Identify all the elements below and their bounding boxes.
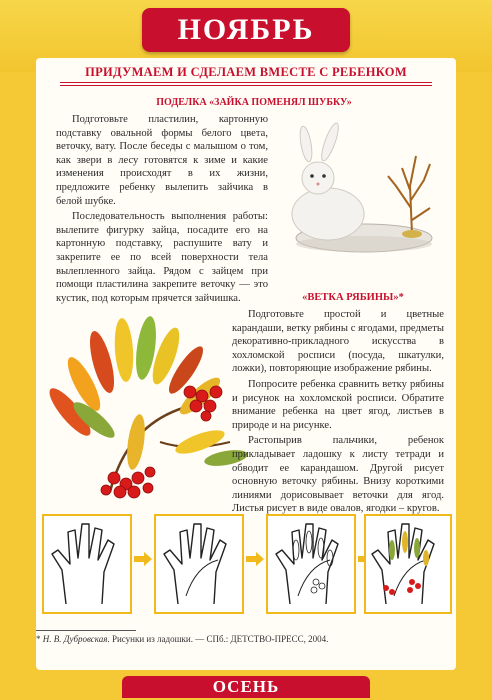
- footnote-author: Н. В. Дубровская.: [42, 634, 110, 644]
- month-title: НОЯБРЬ: [177, 13, 315, 46]
- season-title: ОСЕНЬ: [212, 677, 280, 696]
- rowan-text: [232, 308, 444, 516]
- step-3-box: [266, 514, 356, 614]
- hand-branch-drawing: [156, 516, 242, 612]
- season-footer-banner: [122, 676, 370, 698]
- craft-paragraph: Последовательность выполнения работы: вылепите фигурку зайца, посадите его на картонную подставку, распушите вату и закрепите ее по всей поверхности тела вылепленного зайца. Рядом с зайцем при помощи пластилина закрепите веточку — это кустик, под которым прячется зайчишка.: [56, 211, 268, 304]
- footnote-rule: [36, 630, 136, 631]
- craft-text: [56, 113, 268, 305]
- hand-outline-drawing: [44, 516, 130, 612]
- hand-steps-strip: [36, 508, 456, 626]
- heading-rule-top: [60, 82, 432, 83]
- rowan-title: «ВЕТКА РЯБИНЫ»*: [302, 292, 404, 303]
- content-panel: [36, 58, 456, 670]
- arrow-icon: [134, 552, 152, 566]
- rowan-paragraph: Растопырив пальчики, ребенок прикладывает ладошку к листу тетради и обводит ее карандашом. Другой рисует основную веточку рябины. Внизу короткими линиями дорисовывает веточки для ягод. Листья рисует в виде овалов, ягодки – кругов.: [232, 435, 444, 515]
- step-4-box: [364, 514, 452, 614]
- craft-title: ПОДЕЛКА «ЗАЙКА ПОМЕНЯЛ ШУБКУ»: [156, 97, 352, 108]
- hand-finished-drawing: [366, 516, 450, 612]
- heading-rule-bottom: [60, 85, 432, 86]
- step-2-box: [154, 514, 244, 614]
- rowan-paragraph: Подготовьте простой и цветные карандаши, ветку рябины с ягодами, предметы декоративно-прикладного искусства в хохломской росписи (посуда, шкатулки, ложки), повторяющие изображение рябины.: [232, 309, 444, 375]
- section-heading: ПРИДУМАЕМ И СДЕЛАЕМ ВМЕСТЕ С РЕБЕНКОМ: [85, 65, 407, 79]
- month-title-banner: [142, 8, 350, 52]
- craft-paragraph: Подготовьте пластилин, картонную подставку овальной формы белого цвета, веточку, вату. После беседы с малышом о том, как звери в лесу готовятся к зиме и какие изменения происходят в их жизни, предложите ребенку вылепить зайчика в белой шубке.: [56, 114, 268, 207]
- rowan-paragraph: Попросите ребенка сравнить ветку рябины и рисунок на хохломской росписи. Обратите внимание ребенка на цвет ягод, листьев в природе и на рисунке.: [232, 378, 444, 431]
- footnote-marker: *: [36, 634, 41, 644]
- footnote: [36, 634, 328, 644]
- hand-leaves-drawing: [268, 516, 354, 612]
- step-1-box: [42, 514, 132, 614]
- bunny-illustration: [284, 116, 440, 258]
- footnote-text: Рисунки из ладошки. — СПб.: ДЕТСТВО-ПРЕСС, 2004.: [109, 634, 329, 644]
- arrow-icon: [246, 552, 264, 566]
